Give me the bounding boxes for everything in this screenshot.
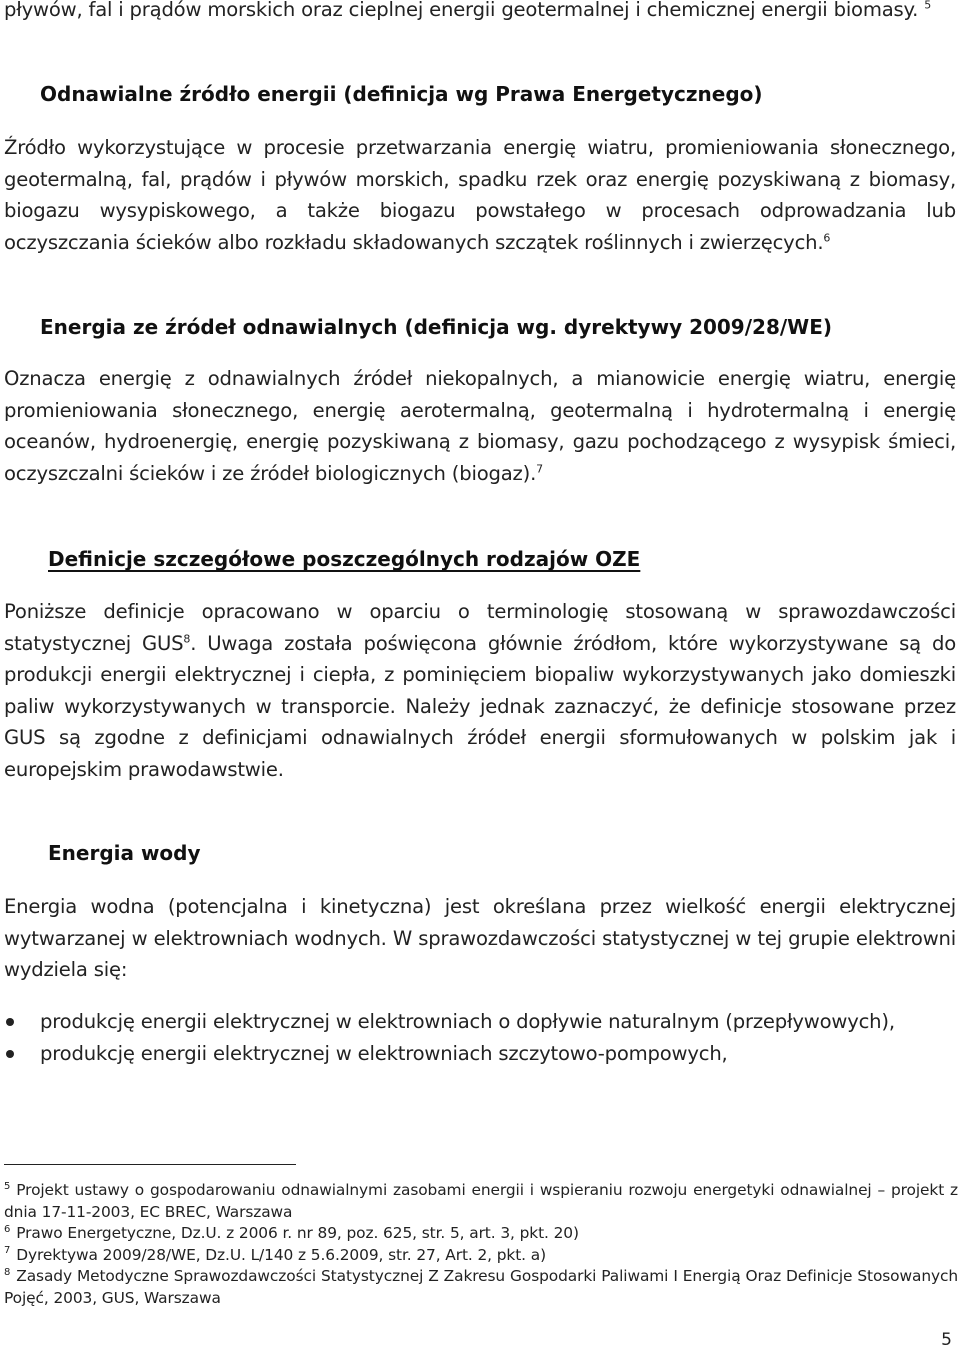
footnote-ref-7: 7 bbox=[536, 461, 543, 475]
list-item bbox=[0, 1006, 956, 1038]
footnote-5 bbox=[4, 1180, 958, 1223]
footnote-number: 7 bbox=[4, 1245, 11, 1257]
bullet-icon bbox=[6, 1050, 14, 1058]
footnote-ref-6: 6 bbox=[823, 230, 831, 244]
page-number: 5 bbox=[941, 1330, 952, 1350]
definition-directive-paragraph bbox=[4, 363, 956, 489]
footnote-number: 6 bbox=[4, 1223, 11, 1235]
heading-renewable-source-energy-law: Odnawialne źródło energii (definicja wg Prawa Energetycznego) bbox=[40, 82, 763, 106]
definition-energy-law-paragraph bbox=[4, 132, 956, 258]
heading-water-energy: Energia wody bbox=[48, 841, 201, 865]
footnote-ref-5: 5 bbox=[924, 0, 932, 12]
footnote-separator bbox=[4, 1164, 296, 1165]
water-energy-bullet-list bbox=[0, 1006, 956, 1069]
definition-energy-law-text: Źródło wykorzystujące w procesie przetwarzania energię wiatru, promieniowania słonecznego, geotermalną, fal, prądów i pływów morskich, spadku rzek oraz energię pozyskiwaną z biomasy, biogazu wysypiskowego, a także biogazu powstałego w procesach odprowadzania lub oczyszczania ścieków albo rozkładu składowanych szczątek roślinnych i zwierzęcych. bbox=[4, 136, 956, 254]
footnote-7 bbox=[4, 1245, 958, 1267]
bullet-icon bbox=[6, 1018, 14, 1026]
footnote-text: Zasady Metodyczne Sprawozdawczości Statystycznej Z Zakresu Gospodarki Paliwami I Energią Oraz Definicje Stosowanych Pojęć, 2003, GUS, Warszawa bbox=[4, 1267, 958, 1307]
bullet-text: produkcję energii elektrycznej w elektrowniach szczytowo-pompowych, bbox=[40, 1041, 728, 1065]
detailed-definitions-paragraph bbox=[4, 596, 956, 785]
heading-detailed-definitions: Definicje szczegółowe poszczególnych rodzajów OZE bbox=[48, 547, 641, 571]
intro-paragraph bbox=[4, 0, 956, 26]
footnote-8 bbox=[4, 1266, 958, 1309]
list-item bbox=[0, 1038, 956, 1070]
water-energy-paragraph: Energia wodna (potencjalna i kinetyczna) jest określana przez wielkość energii elektrycznej wytwarzanej w elektrowniach wodnych. W sprawozdawczości statystycznej w tej grupie elektrowni wydziela się: bbox=[4, 895, 956, 981]
footnote-number: 5 bbox=[4, 1180, 11, 1192]
definition-directive-text: Oznacza energię z odnawialnych źródeł niekopalnych, a mianowicie energię wiatru, energię promieniowania słonecznego, energię aerotermalną, geotermalną i hydrotermalną i energię oceanów, hydroenergię, energię pozyskiwaną z biomasy, gazu pochodzącego z wysypisk śmieci, oczyszczalni ścieków i ze źródeł biologicznych (biogaz). bbox=[4, 367, 956, 485]
bullet-text: produkcję energii elektrycznej w elektrowniach o dopływie naturalnym (przepływowych), bbox=[40, 1010, 895, 1033]
detailed-definitions-text-part2: . Uwaga została poświęcona głównie źródłom, które wykorzystywane są do produkcji energii elektrycznej i ciepła, z pominięciem biopaliw wykorzystywanych jako domieszki paliw wykorzystywanych w transporcie. Należy jednak zaznaczyć, że definicje stosowane przez GUS są zgodne z definicjami odnawialnych źródeł energii sformułowanych w polskim jak i europejskim prawodawstwie. bbox=[4, 631, 956, 781]
heading-directive-definition: Energia ze źródeł odnawialnych (definicja wg. dyrektywy 2009/28/WE) bbox=[40, 315, 833, 339]
detailed-definitions-text-part1: Poniższe definicje opracowano w oparciu o terminologię stosowaną w sprawozdawczości statystycznej GUS bbox=[4, 600, 956, 655]
footnotes-section bbox=[4, 1180, 958, 1309]
footnote-ref-8: 8 bbox=[183, 631, 191, 645]
footnote-text: Projekt ustawy o gospodarowaniu odnawialnymi zasobami energii i wspieraniu rozwoju energetyki odnawialnej – projekt z dnia 17-11-2003, EC BREC, Warszawa bbox=[4, 1181, 958, 1221]
footnote-text: Dyrektywa 2009/28/WE, Dz.U. L/140 z 5.6.2009, str. 27, Art. 2, pkt. a) bbox=[16, 1245, 546, 1264]
intro-text: pływów, fal i prądów morskich oraz cieplnej energii geotermalnej i chemicznej energii biomasy. bbox=[4, 0, 919, 21]
footnote-text: Prawo Energetyczne, Dz.U. z 2006 r. nr 89, poz. 625, str. 5, art. 3, pkt. 20) bbox=[16, 1224, 579, 1242]
footnote-6 bbox=[4, 1223, 958, 1245]
footnote-number: 8 bbox=[4, 1266, 11, 1278]
